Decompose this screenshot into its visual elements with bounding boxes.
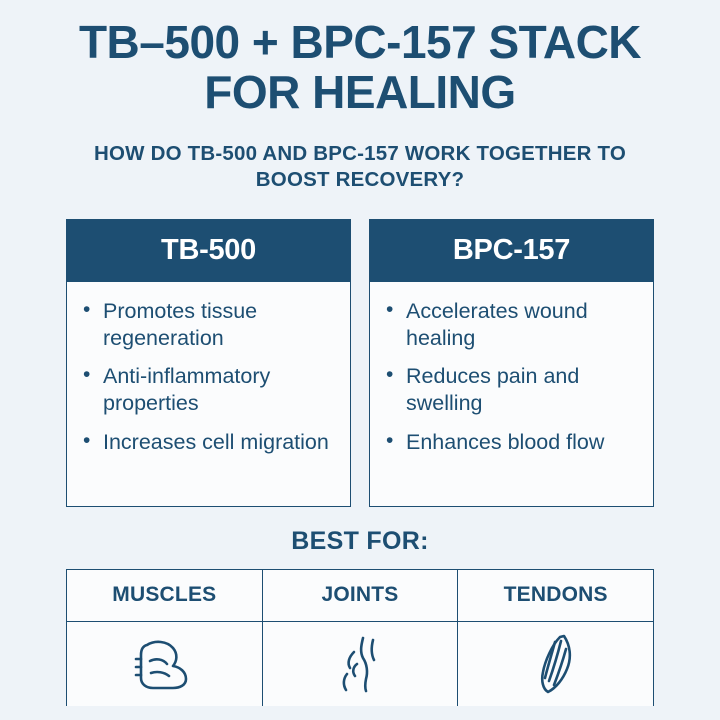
card-tb-500-header: TB-500 xyxy=(67,220,350,282)
list-item: • Increases cell migration xyxy=(81,429,334,456)
flexed-biceps-icon xyxy=(133,635,195,693)
card-bpc-157-body xyxy=(370,282,653,477)
card-bpc-157 xyxy=(369,219,654,507)
card-tb-500 xyxy=(66,219,351,507)
cell-joints-icon xyxy=(263,622,459,706)
table-header-muscles: MUSCLES xyxy=(67,570,263,622)
cell-tendons-icon xyxy=(458,622,653,706)
list-item: • Enhances blood flow xyxy=(384,429,637,456)
card-tb-500-body xyxy=(67,282,350,477)
tendon-icon xyxy=(534,633,578,695)
best-for-heading: BEST FOR: xyxy=(291,526,429,555)
list-item: • Reduces pain and swelling xyxy=(384,363,637,418)
card-bpc-157-header: BPC-157 xyxy=(370,220,653,282)
list-item: • Promotes tissue regeneration xyxy=(81,298,334,353)
list-item: • Anti-inflammatory properties xyxy=(81,363,334,418)
table-row xyxy=(67,622,653,706)
page-title: TB–500 + BPC-157 STACK FOR HEALING xyxy=(78,16,642,118)
knee-joint-icon xyxy=(337,634,383,694)
table-header-joints: JOINTS xyxy=(263,570,459,622)
cell-muscles-icon xyxy=(67,622,263,706)
list-item: • Accelerates wound healing xyxy=(384,298,637,353)
best-for-table xyxy=(66,569,654,706)
comparison-cards xyxy=(66,219,654,507)
table-header-tendons: TENDONS xyxy=(458,570,653,622)
table-row xyxy=(67,570,653,622)
page-subtitle: HOW DO TB-500 AND BPC-157 WORK TOGETHER TO BOOST RECOVERY? xyxy=(94,142,626,191)
